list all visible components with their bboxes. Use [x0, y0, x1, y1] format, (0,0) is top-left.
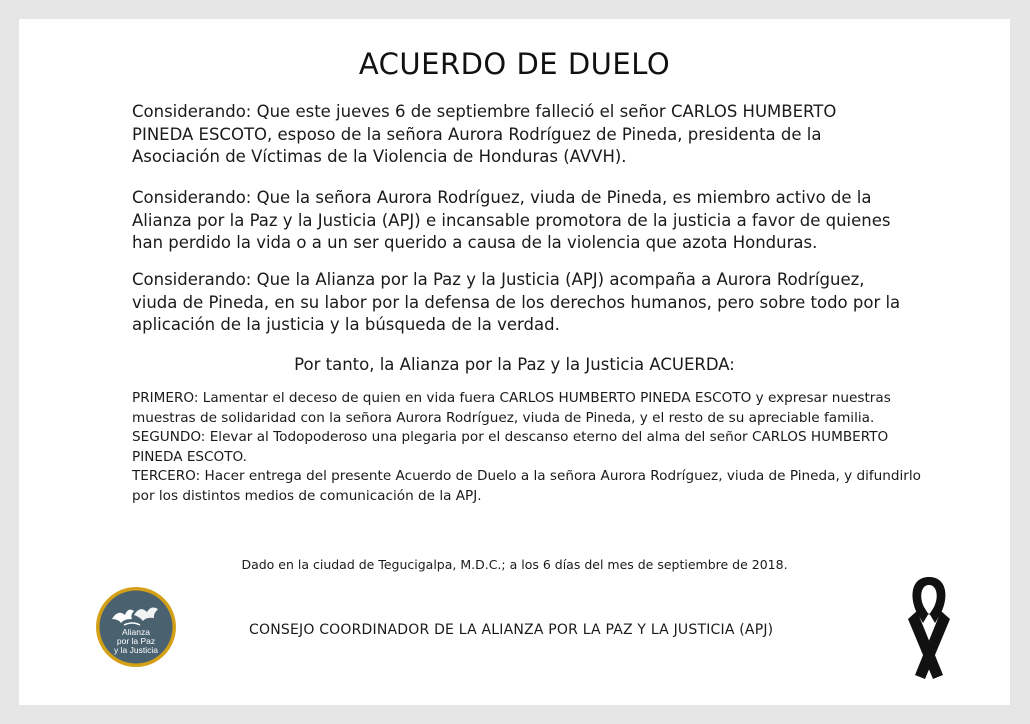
place-date-line: Dado en la ciudad de Tegucigalpa, M.D.C.; a los 6 días del mes de septiembre de 2018. [241, 557, 788, 572]
resolutions-list [132, 389, 922, 507]
considerando-2: Considerando: Que la señora Aurora Rodríguez, viuda de Pineda, es miembro activo de la Alianza por la Paz y la Justicia (APJ) e incansable promotora de la justicia a favor de quienes han perdido la vida o a un ser querido a causa de la violencia que azota Honduras. [132, 188, 891, 252]
svg-text:y la Justicia: y la Justicia [114, 645, 158, 655]
mourning-ribbon-icon [903, 575, 955, 679]
resolution-primero: PRIMERO: Lamentar el deceso de quien en vida fuera CARLOS HUMBERTO PINEDA ESCOTO y expresar nuestras muestras de solidaridad con la señora Aurora Rodríguez, viuda de Pineda, y el resto de su apreciable familia. [132, 390, 891, 426]
considerando-3: Considerando: Que la Alianza por la Paz y la Justicia (APJ) acompaña a Aurora Rodríguez, viuda de Pineda, en su labor por la defensa de los derechos humanos, pero sobre todo por la aplicación de la justicia y la búsqueda de la verdad. [132, 270, 901, 334]
document-card [19, 19, 1010, 705]
document-title: ACUERDO DE DUELO [358, 47, 671, 81]
por-tanto-statement: Por tanto, la Alianza por la Paz y la Justicia ACUERDA: [294, 355, 735, 374]
svg-text:Alianza: Alianza [122, 627, 150, 637]
resolution-segundo: SEGUNDO: Elevar al Todopoderoso una plegaria por el descanso eterno del alma del señor CARLOS HUMBERTO PINEDA ESCOTO. [132, 429, 889, 465]
svg-text:por la Paz: por la Paz [116, 636, 156, 646]
signature-council: CONSEJO COORDINADOR DE LA ALIANZA POR LA PAZ Y LA JUSTICIA (APJ) [249, 622, 774, 638]
dove-logo-icon [94, 585, 178, 669]
considerando-1: Considerando: Que este jueves 6 de septiembre falleció el señor CARLOS HUMBERTO PINEDA ESCOTO, esposo de la señora Aurora Rodríguez de Pineda, presidenta de la Asociación de Víctimas de la Violencia de Honduras (AVVH). [132, 102, 837, 166]
resolution-tercero: TERCERO: Hacer entrega del presente Acuerdo de Duelo a la señora Aurora Rodríguez, viuda de Pineda, y difundirlo por los distintos medios de comunicación de la APJ. [132, 468, 921, 504]
